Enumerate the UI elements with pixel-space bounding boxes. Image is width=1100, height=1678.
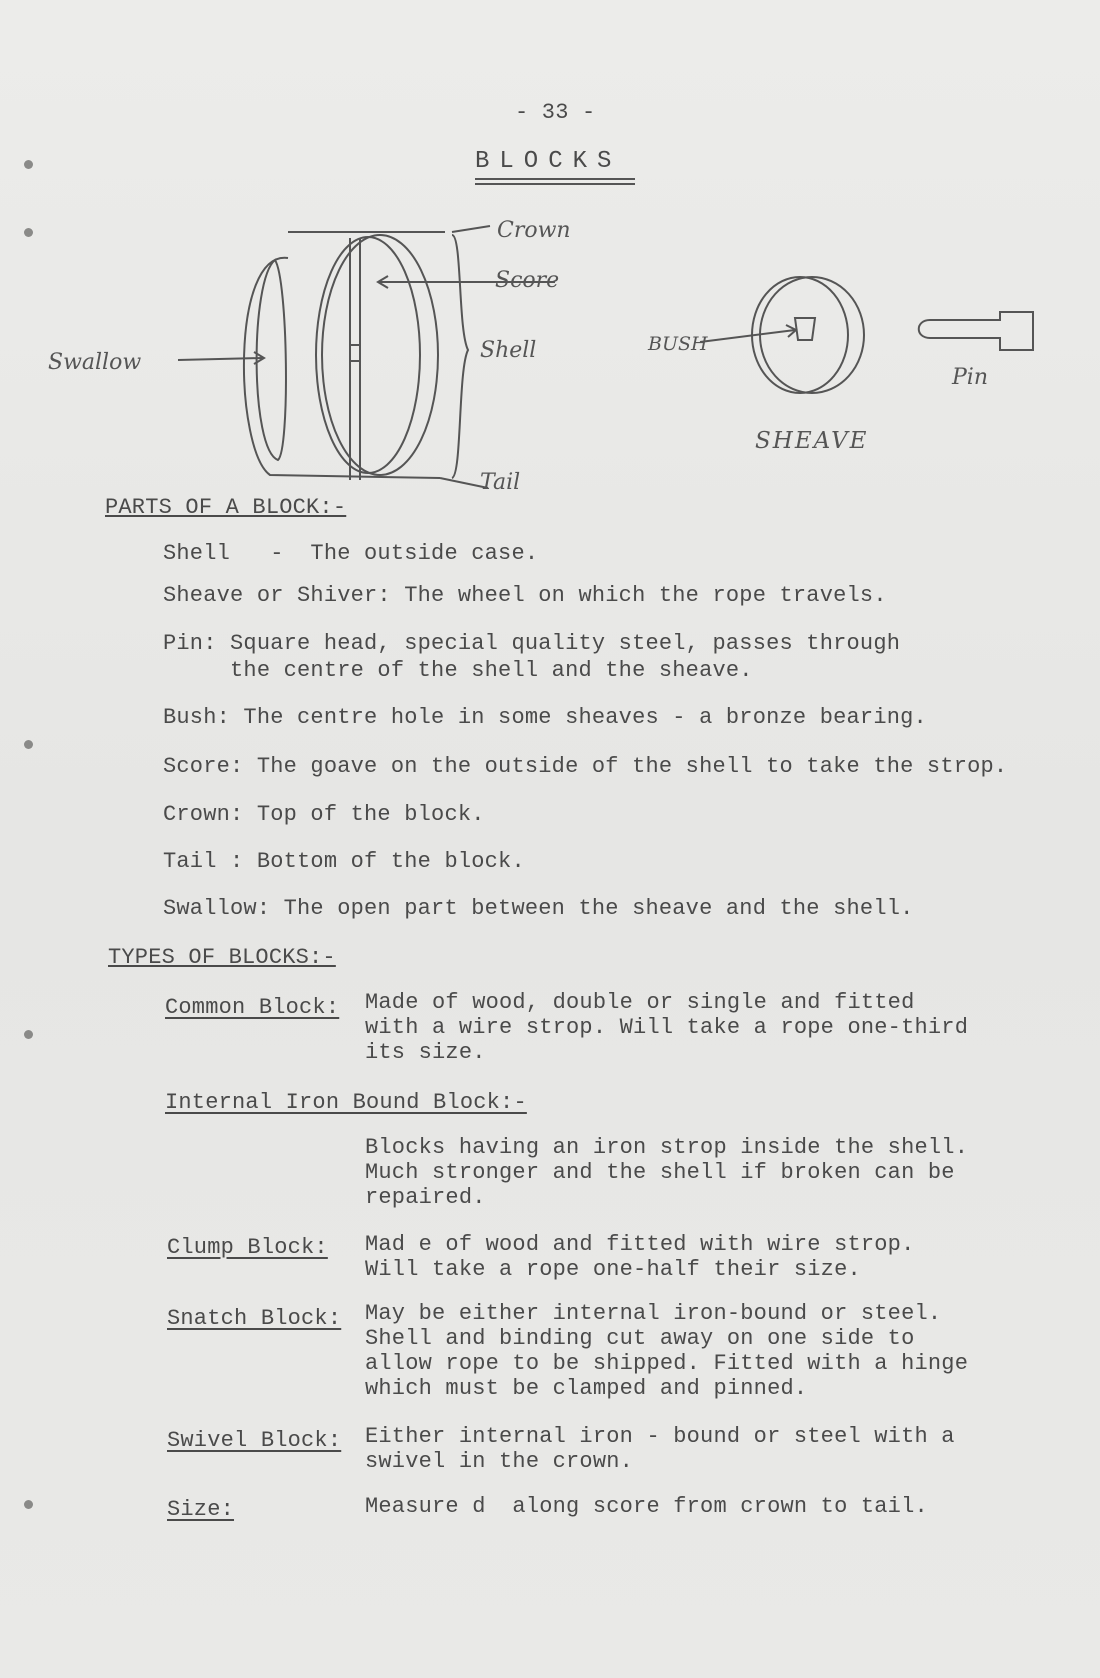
label-score: Score xyxy=(495,268,560,293)
part-crown: Crown: Top of the block. xyxy=(163,802,485,827)
type-line: Measure d along score from crown to tail. xyxy=(365,1494,928,1519)
page-title: BLOCKS xyxy=(475,148,622,175)
bush-arrow xyxy=(700,330,795,342)
label-tail: Tail xyxy=(480,470,521,495)
type-term: Size: xyxy=(167,1497,235,1522)
type-line: which must be clamped and pinned. xyxy=(365,1376,808,1401)
type-term: Common Block: xyxy=(165,995,340,1020)
crown-leader xyxy=(452,226,490,232)
part-swallow: Swallow: The open part between the sheave and the shell. xyxy=(163,896,914,921)
type-line: its size. xyxy=(365,1040,486,1065)
punch-hole xyxy=(24,740,33,749)
pin-outline xyxy=(919,312,1033,350)
part-pin-cont: the centre of the shell and the sheave. xyxy=(163,658,753,683)
page-number: - 33 - xyxy=(515,100,596,125)
pin-hole xyxy=(350,345,360,361)
type-line: Shell and binding cut away on one side to xyxy=(365,1326,915,1351)
punch-hole xyxy=(24,1500,33,1509)
part-score: Score: The goave on the outside of the shell to take the strop. xyxy=(163,754,1008,779)
type-line: Made of wood, double or single and fitted xyxy=(365,990,915,1015)
swallow-arrow xyxy=(178,358,262,360)
type-line: Much stronger and the shell if broken can be xyxy=(365,1160,955,1185)
type-line: repaired. xyxy=(365,1185,486,1210)
type-term: Swivel Block: xyxy=(167,1428,342,1453)
label-swallow: Swallow xyxy=(48,350,142,375)
type-term: Clump Block: xyxy=(167,1235,328,1260)
type-term: Internal Iron Bound Block:- xyxy=(165,1090,527,1115)
type-term: Snatch Block: xyxy=(167,1306,342,1331)
part-bush: Bush: The centre hole in some sheaves - a bronze bearing. xyxy=(163,705,927,730)
type-line: Either internal iron - bound or steel with a xyxy=(365,1424,955,1449)
sheave-rim xyxy=(316,237,420,473)
title-underline xyxy=(475,183,635,185)
label-pin: Pin xyxy=(952,365,989,390)
part-pin: Pin: Square head, special quality steel, passes through xyxy=(163,631,901,656)
part-sheave: Sheave or Shiver: The wheel on which the rope travels. xyxy=(163,583,887,608)
label-bush: BUSH xyxy=(648,333,708,355)
label-sheave: SHEAVE xyxy=(755,428,869,454)
part-tail: Tail : Bottom of the block. xyxy=(163,849,525,874)
types-heading: TYPES OF BLOCKS:- xyxy=(108,945,336,970)
bush-hole xyxy=(795,318,815,340)
type-line: with a wire strop. Will take a rope one-third xyxy=(365,1015,969,1040)
type-line: swivel in the crown. xyxy=(365,1449,634,1474)
type-line: Will take a rope one-half their size. xyxy=(365,1257,861,1282)
punch-hole xyxy=(24,160,33,169)
type-line: allow rope to be shipped. Fitted with a hinge xyxy=(365,1351,969,1376)
title-underline xyxy=(475,178,635,180)
type-line: May be either internal iron-bound or steel. xyxy=(365,1301,942,1326)
type-line: Mad e of wood and fitted with wire strop. xyxy=(365,1232,915,1257)
part-shell: Shell - The outside case. xyxy=(163,541,539,566)
shell-brace xyxy=(452,235,468,478)
label-shell: Shell xyxy=(480,338,537,363)
type-line: Blocks having an iron strop inside the shell. xyxy=(365,1135,969,1160)
label-crown: Crown xyxy=(497,218,571,243)
parts-heading: PARTS OF A BLOCK:- xyxy=(105,495,347,520)
sheave-inner xyxy=(752,277,848,393)
punch-hole xyxy=(24,1030,33,1039)
